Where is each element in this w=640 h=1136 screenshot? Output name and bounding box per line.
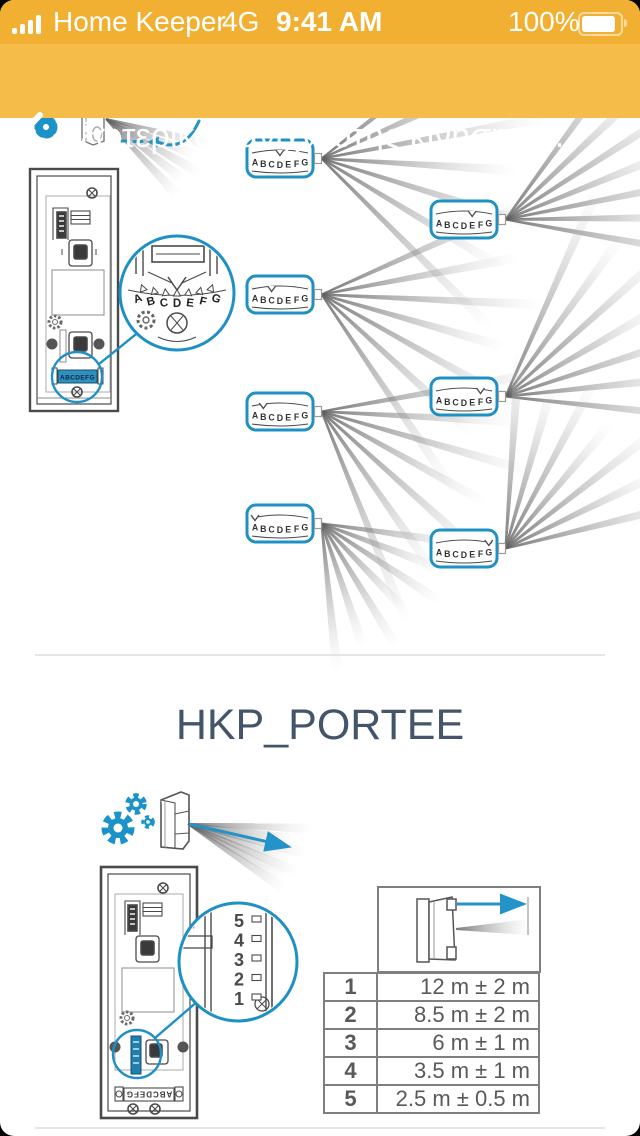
switch-cell: 2 — [324, 1001, 377, 1029]
svg-text:2: 2 — [233, 969, 245, 990]
gears-icon — [106, 797, 153, 841]
svg-text:G: G — [485, 395, 493, 406]
svg-text:B: B — [260, 158, 267, 169]
table-row — [324, 1057, 539, 1085]
switch-cell: 1 — [324, 973, 377, 1001]
svg-text:C: C — [268, 159, 275, 170]
svg-text:C: C — [268, 412, 275, 423]
svg-text:D: D — [276, 159, 284, 170]
svg-text:4: 4 — [233, 930, 245, 951]
svg-text:3: 3 — [233, 950, 245, 970]
motion-detector-icon — [161, 792, 189, 849]
switch-position-box — [247, 393, 322, 430]
svg-text:B: B — [444, 219, 451, 230]
svg-text:A: A — [435, 218, 443, 229]
device-diagram-2 — [101, 867, 197, 1118]
svg-text:C: C — [268, 524, 275, 535]
gear-screw-icon — [49, 316, 61, 328]
svg-text:F: F — [477, 219, 484, 230]
beam-fan — [500, 349, 640, 554]
svg-text:D: D — [276, 524, 284, 535]
switch-position-box — [431, 201, 506, 238]
svg-text:E: E — [285, 524, 292, 535]
chevron-left-icon — [10, 106, 54, 162]
screw-icon — [128, 1104, 138, 1114]
svg-text:A: A — [435, 395, 443, 406]
battery-percent-label: 100% — [508, 6, 580, 37]
table-row — [324, 1001, 539, 1029]
svg-text:A: A — [132, 292, 144, 307]
range-table — [323, 972, 540, 1114]
switch-cell: 3 — [324, 1029, 377, 1057]
table-row — [324, 1085, 539, 1113]
screw-icon — [158, 883, 168, 893]
svg-text:D: D — [172, 298, 182, 310]
network-label: 4G — [222, 6, 260, 37]
time-label: 9:41 AM — [276, 6, 383, 37]
beam-fan — [185, 819, 313, 894]
switch-position-box — [431, 378, 506, 415]
range-cell: 6 m ± 1 m — [377, 1029, 539, 1057]
svg-text:G: G — [301, 293, 309, 304]
range-cell: 2.5 m ± 0.5 m — [377, 1085, 539, 1113]
back-button[interactable] — [10, 106, 54, 162]
svg-text:C: C — [268, 295, 275, 306]
svg-text:B: B — [260, 523, 267, 534]
svg-text:A: A — [251, 522, 259, 533]
switch-cell: 5 — [324, 1085, 377, 1113]
range-section-icons — [106, 792, 313, 894]
status-bar — [0, 0, 640, 44]
range-cell: 3.5 m ± 1 m — [377, 1057, 539, 1085]
svg-text:E: E — [185, 297, 195, 310]
switch-position-box — [431, 530, 506, 567]
switch-position-boxes — [247, 140, 506, 567]
svg-text:D: D — [276, 412, 284, 423]
svg-text:D: D — [276, 295, 284, 306]
device-diagram-1 — [30, 169, 118, 411]
svg-text:F: F — [477, 396, 484, 407]
svg-text:D: D — [460, 220, 468, 231]
table-row — [324, 973, 539, 1001]
range-cell: 8.5 m ± 2 m — [377, 1001, 539, 1029]
svg-text:G: G — [301, 157, 309, 168]
svg-text:E: E — [469, 549, 476, 560]
svg-text:1: 1 — [233, 989, 245, 1009]
svg-text:F: F — [293, 523, 300, 534]
svg-text:B: B — [444, 548, 451, 559]
svg-text:E: E — [469, 220, 476, 231]
switch-cell: 4 — [324, 1057, 377, 1085]
page-title: Εξωτερικός ανιχνευτής κίνησης,... — [58, 117, 565, 155]
svg-text:E: E — [469, 397, 476, 408]
svg-text:F: F — [293, 294, 300, 305]
svg-text:F: F — [477, 548, 484, 559]
screw-icon — [150, 1104, 160, 1114]
device-bottom-label: ABCDEFG — [125, 1089, 173, 1099]
range-diagram-box — [378, 887, 540, 972]
svg-text:A: A — [251, 293, 259, 304]
svg-text:B: B — [444, 396, 451, 407]
svg-text:F: F — [293, 411, 300, 422]
svg-text:A: A — [251, 410, 259, 421]
svg-text:C: C — [452, 220, 459, 231]
svg-text:E: E — [285, 159, 292, 170]
svg-text:B: B — [145, 295, 157, 309]
svg-text:G: G — [301, 410, 309, 421]
svg-text:B: B — [260, 411, 267, 422]
svg-text:C: C — [452, 397, 459, 408]
switch-strip-label: ABCDEFG — [60, 374, 95, 382]
battery-full-icon — [578, 12, 623, 36]
gear-screw-icon — [121, 1012, 133, 1024]
svg-text:G: G — [485, 547, 493, 558]
svg-text:G: G — [301, 522, 309, 533]
svg-text:F: F — [293, 158, 300, 169]
svg-text:F: F — [198, 295, 208, 309]
svg-text:C: C — [452, 549, 459, 560]
svg-text:E: E — [285, 295, 292, 306]
svg-text:A: A — [251, 157, 259, 168]
table-row — [324, 1029, 539, 1057]
svg-text:B: B — [260, 294, 267, 305]
svg-text:G: G — [485, 218, 493, 229]
svg-text:E: E — [285, 412, 292, 423]
svg-text:D: D — [460, 397, 468, 408]
range-cell: 12 m ± 2 m — [377, 973, 539, 1001]
nav-bar — [0, 44, 640, 155]
svg-text:A: A — [435, 547, 443, 558]
svg-text:G: G — [209, 292, 223, 307]
svg-text:C: C — [159, 297, 169, 310]
switch-position-box — [247, 505, 322, 542]
switch-position-box — [247, 276, 322, 313]
svg-text:D: D — [460, 549, 468, 560]
svg-text:5: 5 — [233, 911, 245, 931]
section-title: HKP_PORTEE — [175, 701, 465, 749]
carrier-label: Home Keeper — [53, 6, 226, 37]
